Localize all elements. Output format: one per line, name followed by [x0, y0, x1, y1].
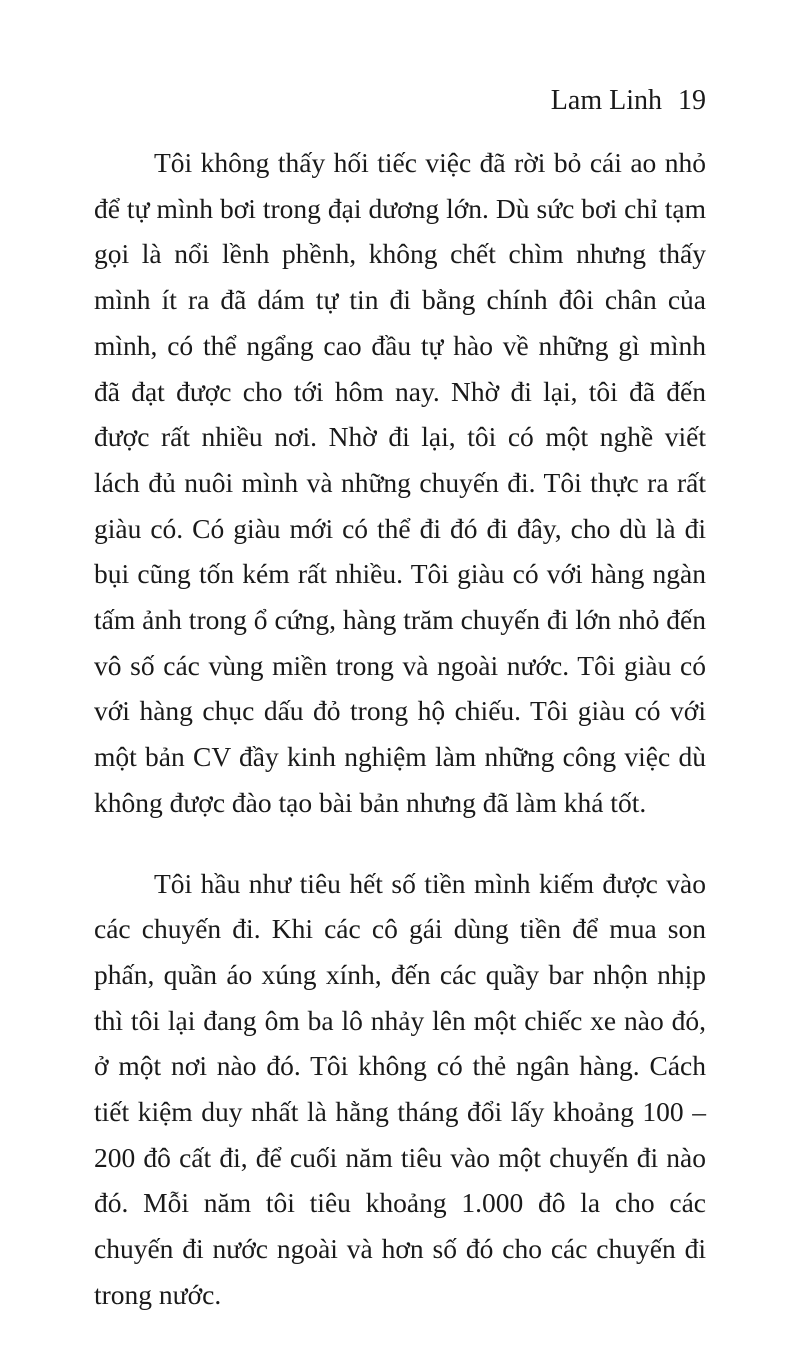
running-header: [551, 76, 706, 126]
paragraph: Tôi không thấy hối tiếc việc đã rời bỏ cái ao nhỏ để tự mình bơi trong đại dương lớn. Dù sức bơi chỉ tạm gọi là nổi lềnh phềnh, không chết chìm nhưng thấy mình ít ra đã dám tự tin đi bằng chính đôi chân của mình, có thể ngẩng cao đầu tự hào về những gì mình đã đạt được cho tới hôm nay. Nhờ đi lại, tôi đã đến được rất nhiều nơi. Nhờ đi lại, tôi có một nghề viết lách đủ nuôi mình và những chuyến đi. Tôi thực ra rất giàu có. Có giàu mới có thể đi đó đi đây, cho dù là đi bụi cũng tốn kém rất nhiều. Tôi giàu có với hàng ngàn tấm ảnh trong ổ cứng, hàng trăm chuyến đi lớn nhỏ đến vô số các vùng miền trong và ngoài nước. Tôi giàu có với hàng chục dấu đỏ trong hộ chiếu. Tôi giàu có với một bản CV đầy kinh nghiệm làm những công việc dù không được đào tạo bài bản nhưng đã làm khá tốt.: [94, 147, 706, 818]
page-number: 19: [678, 85, 706, 116]
body-text: [94, 140, 706, 1318]
running-header-title: Lam Linh: [550, 85, 662, 116]
paragraph: Tôi hầu như tiêu hết số tiền mình kiếm được vào các chuyến đi. Khi các cô gái dùng tiền để mua son phấn, quần áo xúng xính, đến các quầy bar nhộn nhịp thì tôi lại đang ôm ba lô nhảy lên một chiếc xe nào đó, ở một nơi nào đó. Tôi không có thẻ ngân hàng. Cách tiết kiệm duy nhất là hằng tháng đổi lấy khoảng 100 – 200 đô cất đi, để cuối năm tiêu vào một chuyến đi nào đó. Mỗi năm tôi tiêu khoảng 1.000 đô la cho các chuyến đi nước ngoài và hơn số đó cho các chuyến đi trong nước.: [94, 867, 706, 1310]
